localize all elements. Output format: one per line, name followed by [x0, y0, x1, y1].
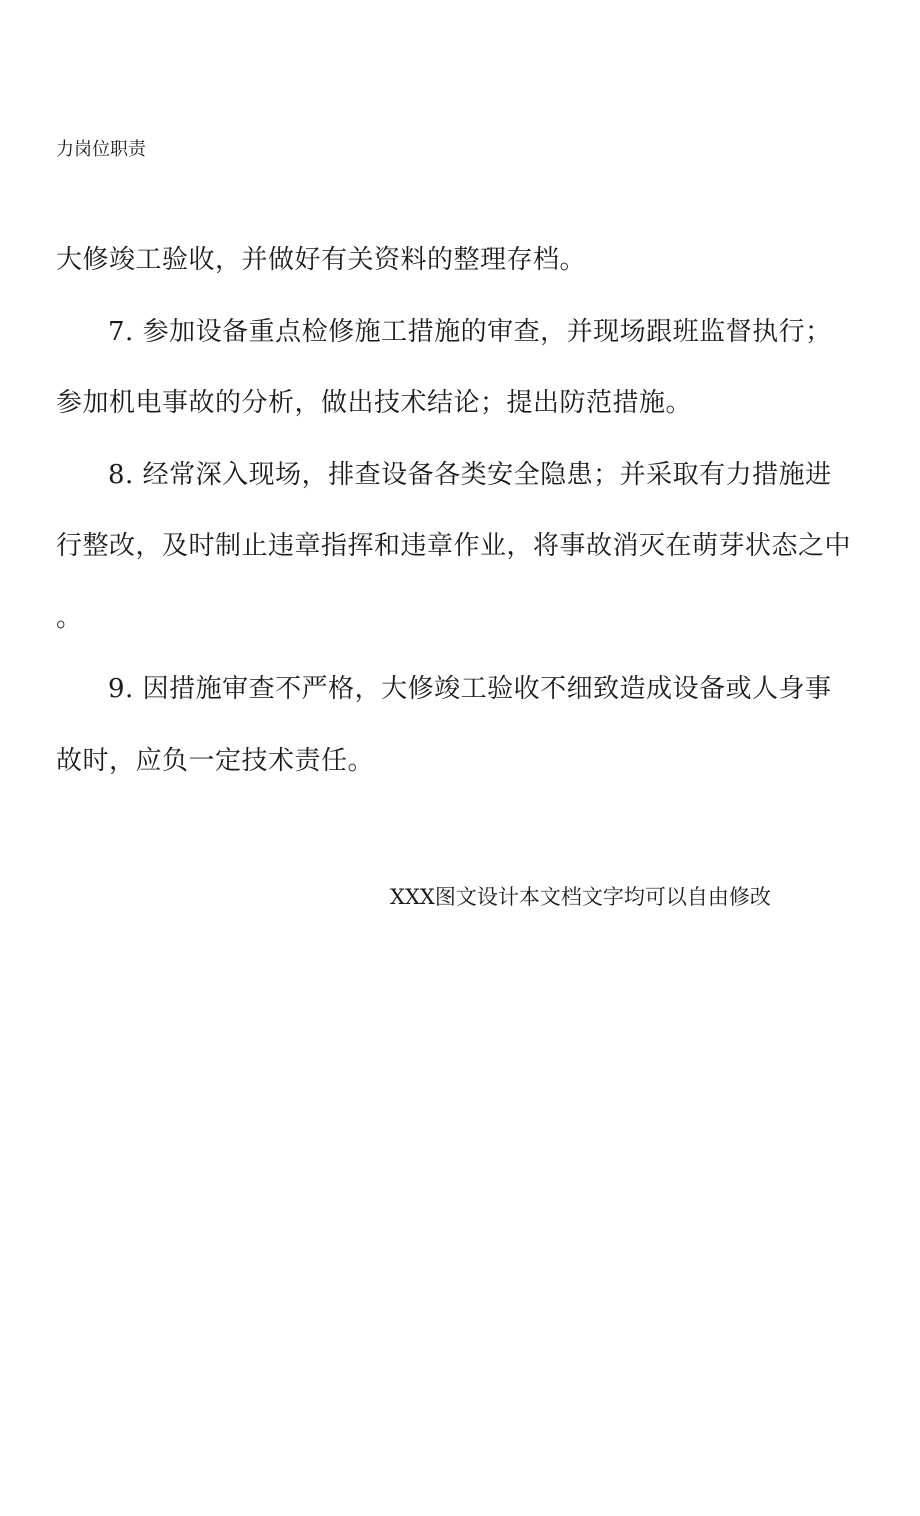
text-line: 8. 经常深入现场，排查设备各类安全隐患；并采取有力措施进	[108, 459, 832, 490]
text-line: 参加机电事故的分析，做出技术结论；提出防范措施。	[56, 388, 693, 418]
document-header: 力岗位职责	[56, 139, 146, 160]
paragraph-item-8	[56, 440, 868, 655]
text-line: 行整改，及时制止违章指挥和违章作业，将事故消灭在萌芽状态之中	[56, 531, 852, 561]
paragraph-continuation	[56, 225, 868, 297]
text-line: 9. 因措施审查不严格，大修竣工验收不细致造成设备或人身事	[108, 674, 832, 704]
text-line: 。	[56, 602, 83, 633]
text-line: 7. 参加设备重点检修施工措施的审查，并现场跟班监督执行；	[108, 316, 832, 347]
paragraph-item-7	[56, 297, 868, 440]
paragraph-item-9	[56, 654, 868, 797]
document-footer-note: XXX图文设计本文档文字均可以自由修改	[390, 885, 771, 909]
text-line: 故时，应负一定技术责任。	[56, 745, 375, 776]
text-line: 大修竣工验收，并做好有关资料的整理存档。	[56, 245, 587, 275]
document-body	[56, 225, 868, 797]
